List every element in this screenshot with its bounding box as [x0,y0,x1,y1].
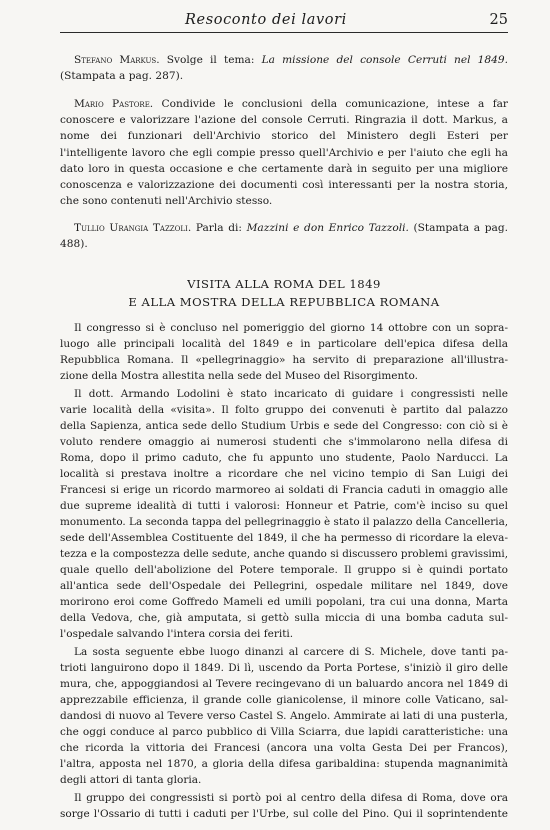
page-header [60,12,508,33]
body-line: apprezzabile efficienza, il grande colle gianicolense, il minore colle Vaticano, sal- [60,694,508,706]
body-line: quale quello dell'abolizione del Potere temporale. Il gruppo si è quindi portato [60,564,508,576]
body-line: l'ospedale salvando l'intera corsia dei feriti. [60,628,294,640]
body-line: che oggi conduce al parco pubblico di Villa Sciarra, due lapidi caratteristiche: una [60,726,508,738]
speaker-name: Stefano Markus. [74,54,160,66]
running-head: Resoconto dei lavori [185,12,347,28]
body-line: Il dott. Armando Lodolini è stato incaricato di guidare i congressisti nelle [74,388,508,400]
speaker-name: Tullio Urangia Tazzoli. [74,222,192,234]
speaker-text: Parla di: [191,222,247,234]
body-line: mura, che, appoggiandosi al Tevere recingevano di un baluardo ancora nel 1849 di [60,678,508,690]
speaker-text: Svolge il tema: [159,54,262,66]
speaker-entry-tazzoli [60,220,508,252]
body-line: dandosi di nuovo al Tevere verso Castel S. Angelo. Ammirate ai lati di una pusterla, [60,710,508,722]
paper-title: La missione del console Cerruti nel 1849. [261,54,509,66]
body-line: che ricorda la vittoria dei Francesi (ancora una volta Gesta Dei per Francos), [60,742,508,754]
body-line: luogo alle principali località del 1849 e in particolare dell'epica difesa della [60,338,508,350]
body-line: due supreme idealità di tutti i valorosi: Honneur et Patrie, com'è inciso su quel [60,500,508,512]
section-title-line-1: VISITA ALLA ROMA DEL 1849 [187,277,381,291]
body-line: monumento. La seconda tappa del pellegrinaggio è stato il palazzo della Cancelleria, [60,516,509,528]
body-line: tezza e la compostezza delle sedute, anche quando si discussero problemi gravissimi, [60,548,508,560]
body-line: della Sapienza, antica sede dello Studium Urbis e sede del Congresso: con ciò si è [60,420,508,432]
speaker-text: Condivide le conclusioni della comunicazione, intese a far conoscere e valorizzare l'azione del console Cerruti. Ringrazia il dott. Markus, a nome dei funzionari dell'Archivio storico del Ministero degli Esteri per l'intelligente lavoro che egli compie presso quell'Archivio e per l'aiuto che egli ha dato loro in questa occasione e che certamente darà in seguito per una migliore conoscenza e valorizzazione dei documenti così interessanti per la nostra storia, che sono contenuti nell'Archivio stesso. [60,98,508,208]
body-line: trioti languirono dopo il 1849. Di lì, uscendo da Porta Portese, s'iniziò il giro delle [60,662,508,674]
body-line: zione della Mostra allestita nella sede del Museo del Risorgimento. [60,370,418,382]
speaker-entry-pastore [60,96,508,209]
speaker-name: Mario Pastore. [74,98,154,110]
body-line: della Vedova, che, già amputata, si gettò sulla miccia di una bomba caduta sul- [60,612,508,624]
paper-title: Mazzini e don Enrico Tazzoli. [246,222,409,234]
body-line: varie località della «visita». Il folto gruppo dei convenuti è partito dal palazzo [60,404,508,416]
body-line: località si prestava inoltre a ricordare che nel vicino tempio di San Luigi dei [60,468,508,480]
body-line: sorge l'Ossario di tutti i caduti per l'Urbe, sul colle del Pino. Qui il soprintendente [60,808,508,820]
body-line: l'altra, apposta nel 1870, a gloria della difesa garibaldina: stupenda magnanimità [60,758,508,770]
body-line: Il gruppo dei congressisti si portò poi al centro della difesa di Roma, dove ora [74,792,508,804]
body-line: La sosta seguente ebbe luogo dinanzi al carcere di S. Michele, dove tanti pa- [74,646,508,658]
body-line: Il congresso si è concluso nel pomeriggio del giorno 14 ottobre con un sopra- [74,322,508,334]
body-line: morirono eroi come Goffredo Mameli ed umili popolani, tra cui una donna, Marta [60,596,508,608]
speaker-text-tail: (Stampata a pag. 287). [60,70,184,83]
speaker-text-tail: (Stampata a pag. 488). [60,222,508,251]
body-line: all'antica sede dell'Ospedale dei Pellegrini, ospedale militare nel 1849, dove [60,580,508,592]
section-title-line-2: E ALLA MOSTRA DELLA REPUBBLICA ROMANA [128,295,440,309]
body-line: sede dell'Assemblea Costituente del 1849, il che ha permesso di ricordare la eleva- [60,532,508,544]
body-line: degli attori di tanta gloria. [60,774,202,786]
body-line: Repubblica Romana. Il «pellegrinaggio» ha servito di preparazione all'illustra- [60,354,508,366]
body-line: Roma, dopo il primo caduto, che fu appunto uno studente, Paolo Narducci. La [60,452,508,464]
page-number: 25 [489,12,508,28]
body-line: Francesi si erige un ricordo marmoreo ai soldati di Francia caduti in omaggio alle [60,484,508,496]
body-line: voluto rendere omaggio ai numerosi studenti che s'immolarono nella difesa di [60,436,508,448]
speaker-entry-markus [60,52,508,84]
